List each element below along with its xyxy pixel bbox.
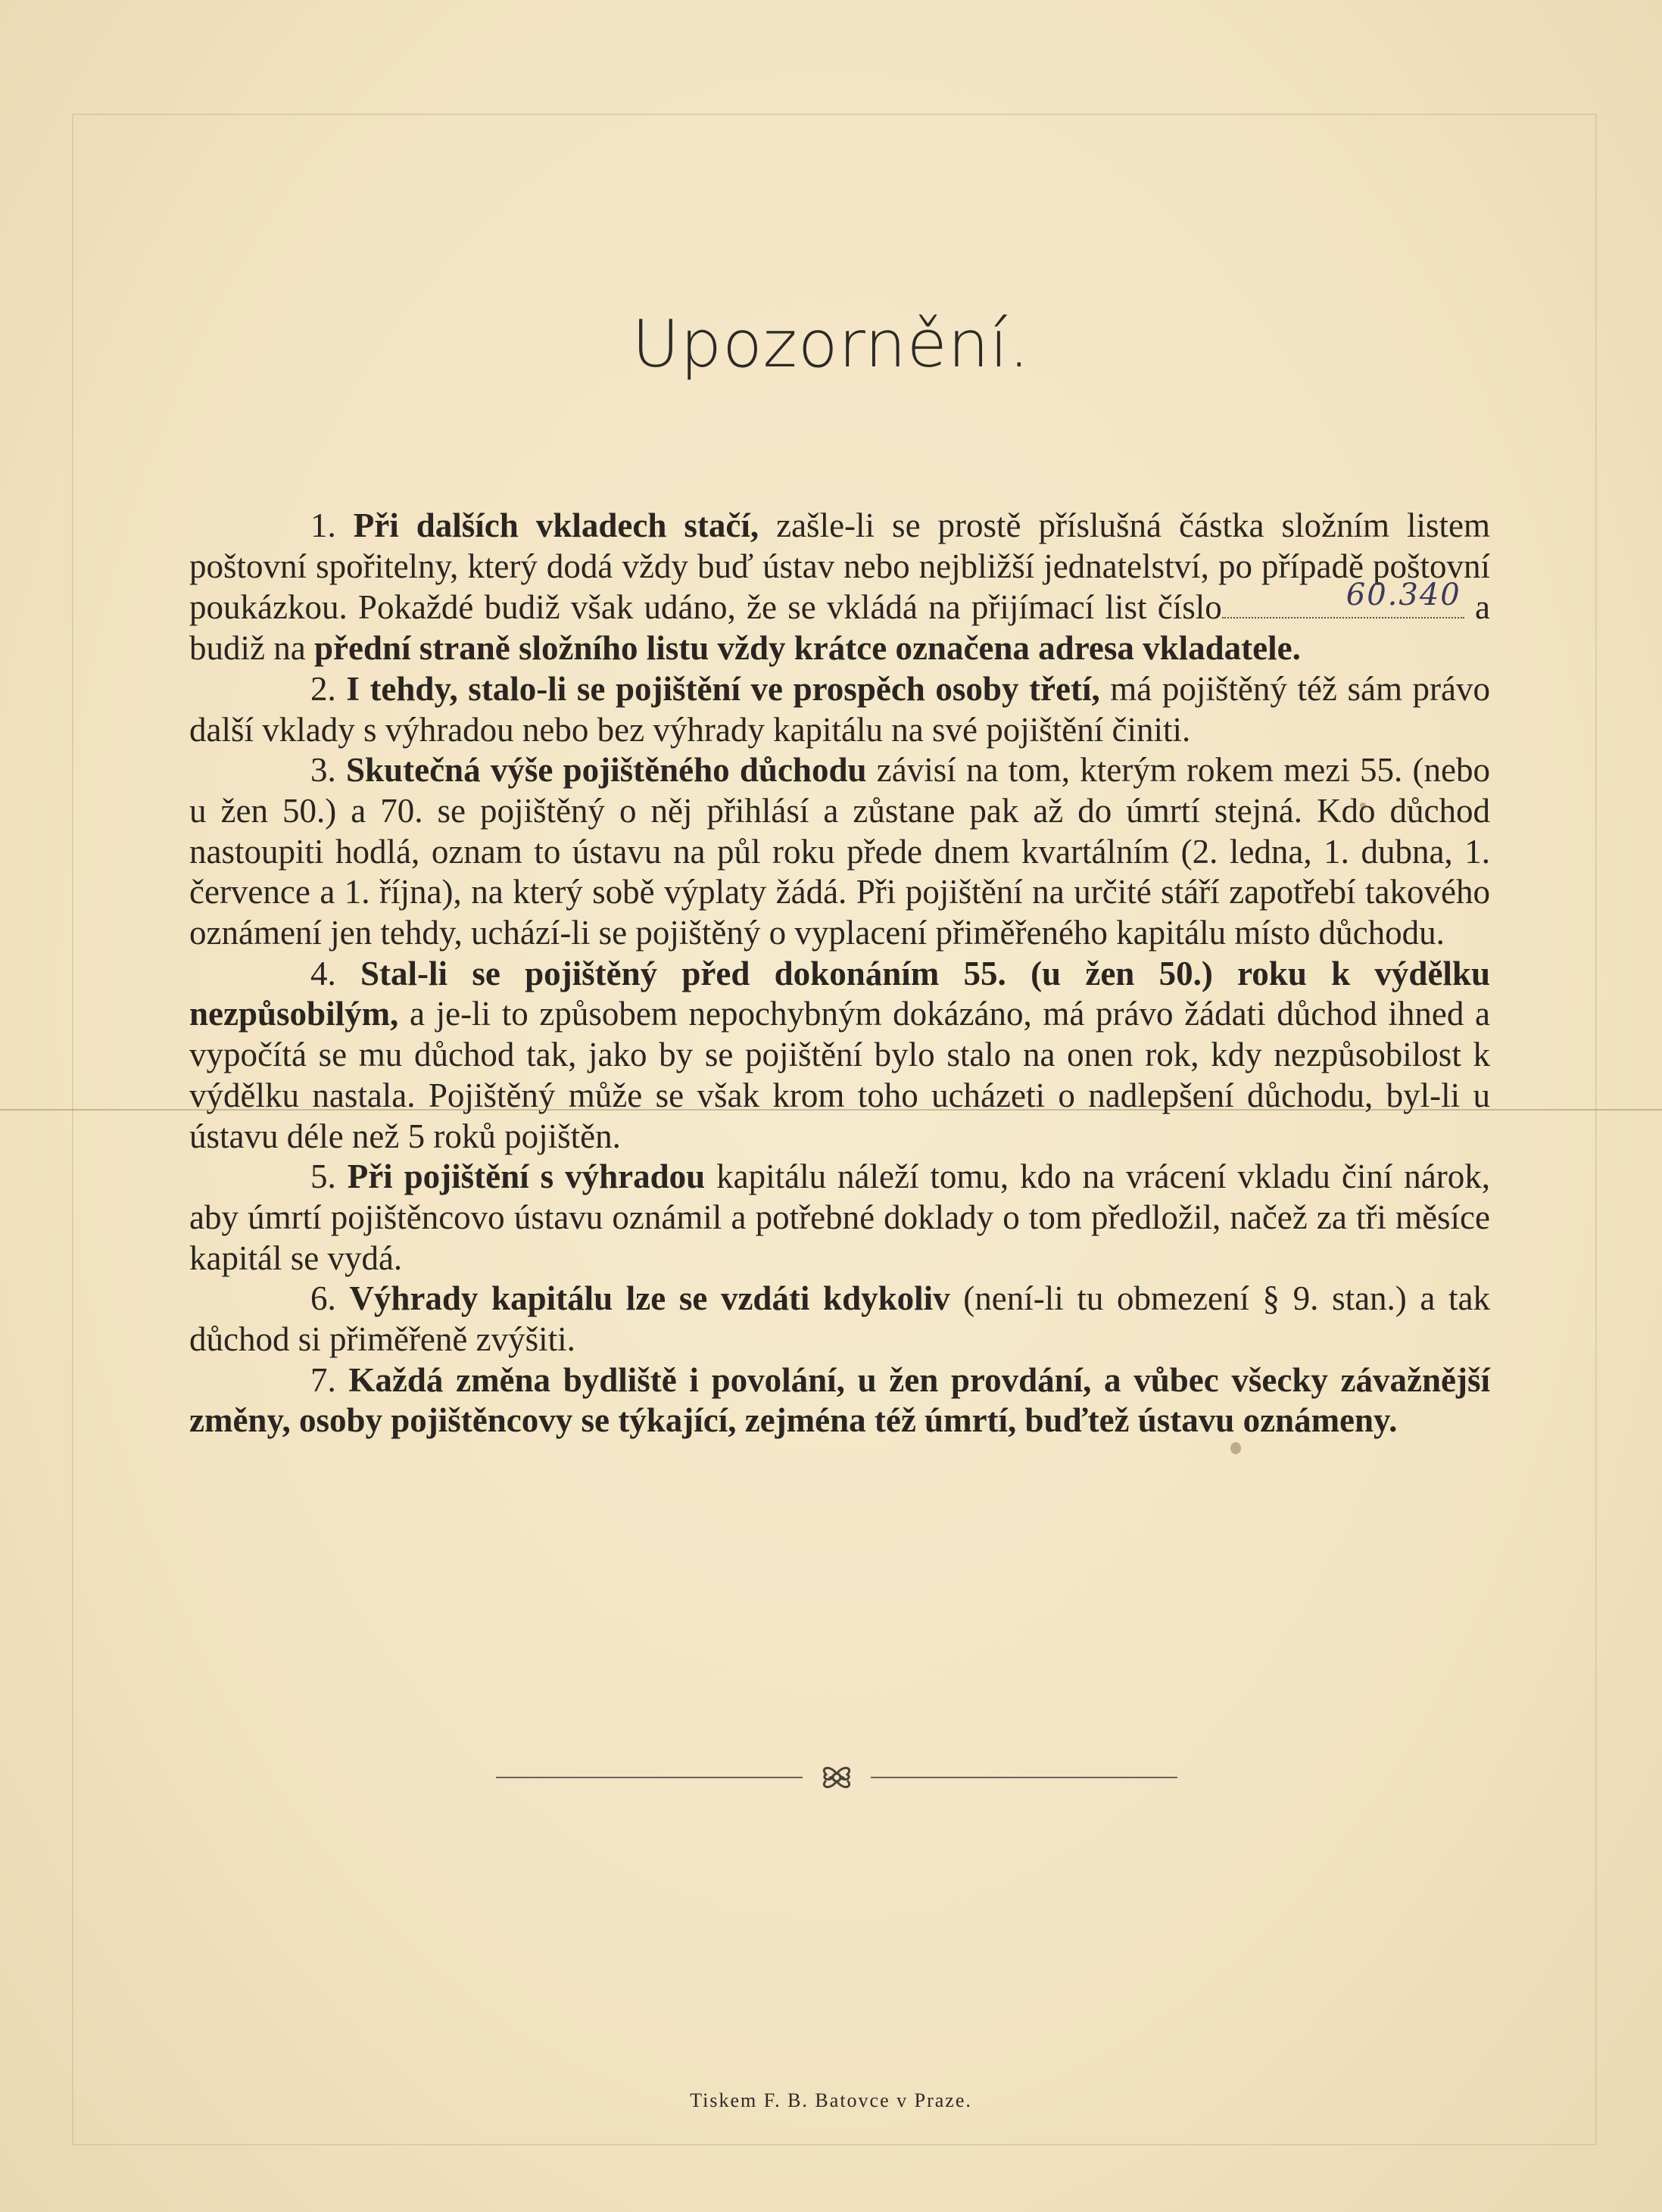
paragraph-bold-tail: přední straně složního listu vždy krátce označena adresa vkladatele. [313,629,1301,668]
list-number-fill-line [1222,577,1464,618]
paragraph-text: zašle-li se prostě příslušná částka složním listem poštovní spořitelny, který dodá vždy buď ústav nebo nejbližší jednatelství, po případě poštovní poukázkou. Pokaždé budiž však udáno, že se vkládá na přijímací list číslo [189,506,1491,627]
paragraph-6 [189,1279,1490,1360]
paragraph-5 [189,1157,1490,1279]
paragraph-bold-lead: Každá změna bydliště i povolání, u žen provdání, a vůbec všecky závažnější změny, osoby pojištěncovy se týkající, zejména též úmrtí, buďtež ústavu oznámeny. [189,1360,1490,1440]
paragraph-1 [189,506,1490,669]
paragraph-text: má pojištěný též sám právo další vklady s výhradou nebo bez výhrady kapitálu na své pojištění činiti. [189,669,1490,749]
paragraph-bold-lead: Při pojištění s výhradou [347,1157,706,1196]
paragraph-text: a je-li to způsobem nepochybným dokázáno, má právo žádati důchod ihned a vypočítá se mu důchod tak, jako by se pojištění bylo stalo na onen rok, kdy nezpůsobilost k výdělku nastala. Pojištěný může se však krom toho ucházeti o nadlepšení důchodu, byl-li u ústavu déle než 5 roků pojištěn. [189,995,1490,1155]
paragraph-2 [189,669,1490,750]
paragraph-number: 5. [310,1157,336,1196]
paragraph-text: kapitálu náleží tomu, kdo na vrácení vkladu činí nárok, aby úmrtí pojištěncovo ústavu oznámil a potřebné doklady o tom předložil, načež za tři měsíce kapitál se vydá. [189,1157,1490,1277]
paragraph-bold-lead: Výhrady kapitálu lze se vzdáti kdykoliv [349,1279,950,1318]
floral-ornament-icon [814,1755,859,1800]
paragraph-bold-lead: Při dalších vkladech stačí, [353,506,759,544]
paragraph-number: 7. [310,1360,336,1399]
paragraph-7 [189,1360,1490,1441]
paragraph-text: (není-li tu obmezení § 9. stan.) a tak důchod si přiměřeně zvýšiti. [189,1279,1491,1359]
ink-spot [1230,1442,1241,1454]
paragraph-number: 4. [310,954,336,992]
paragraph-number: 3. [310,751,336,790]
paragraph-number: 6. [310,1279,336,1318]
ornamental-divider [496,1755,1177,1800]
paragraph-number: 2. [310,669,336,708]
paragraph-bold-lead: Stal-li se pojištěný před dokonáním 55. (u žen 50.) roku k výdělku nezpůsobilým, [189,954,1490,1033]
paragraph-bold-lead: Skutečná výše pojištěného důchodu [346,751,867,790]
paragraph-number: 1. [310,506,336,544]
paragraph-text: závisí na tom, kterým rokem mezi 55. (nebo u žen 50.) a 70. se pojištěný o něj přihlásí a zůstane pak až do úmrtí stejná. Kdo důchod nastoupiti hodlá, oznam to ústavu na půl roku přede dnem kvartálním (2. ledna, 1. dubna, 1. července a 1. října), na který sobě výplaty žádá. Při pojištění na určité stáří zapotřebí takového oznámení jen tehdy, uchází-li se pojištěný o vyplacení přiměřeného kapitálu místo důchodu. [189,751,1490,952]
handwritten-list-number: 60.340 [1346,577,1461,612]
paragraph-bold-lead: I tehdy, stalo-li se pojištění ve prospěch osoby třetí, [346,669,1100,708]
divider-line-left [496,1777,803,1778]
paragraph-3 [189,750,1490,954]
printer-imprint: Tiskem F. B. Batovce v Praze. [690,2089,972,2111]
page-title: Upozornění. [631,307,1031,382]
notice-body [189,506,1490,1441]
paragraph-text: a budiž na [189,588,1490,668]
paragraph-4 [189,954,1490,1157]
divider-line-right [871,1777,1177,1778]
